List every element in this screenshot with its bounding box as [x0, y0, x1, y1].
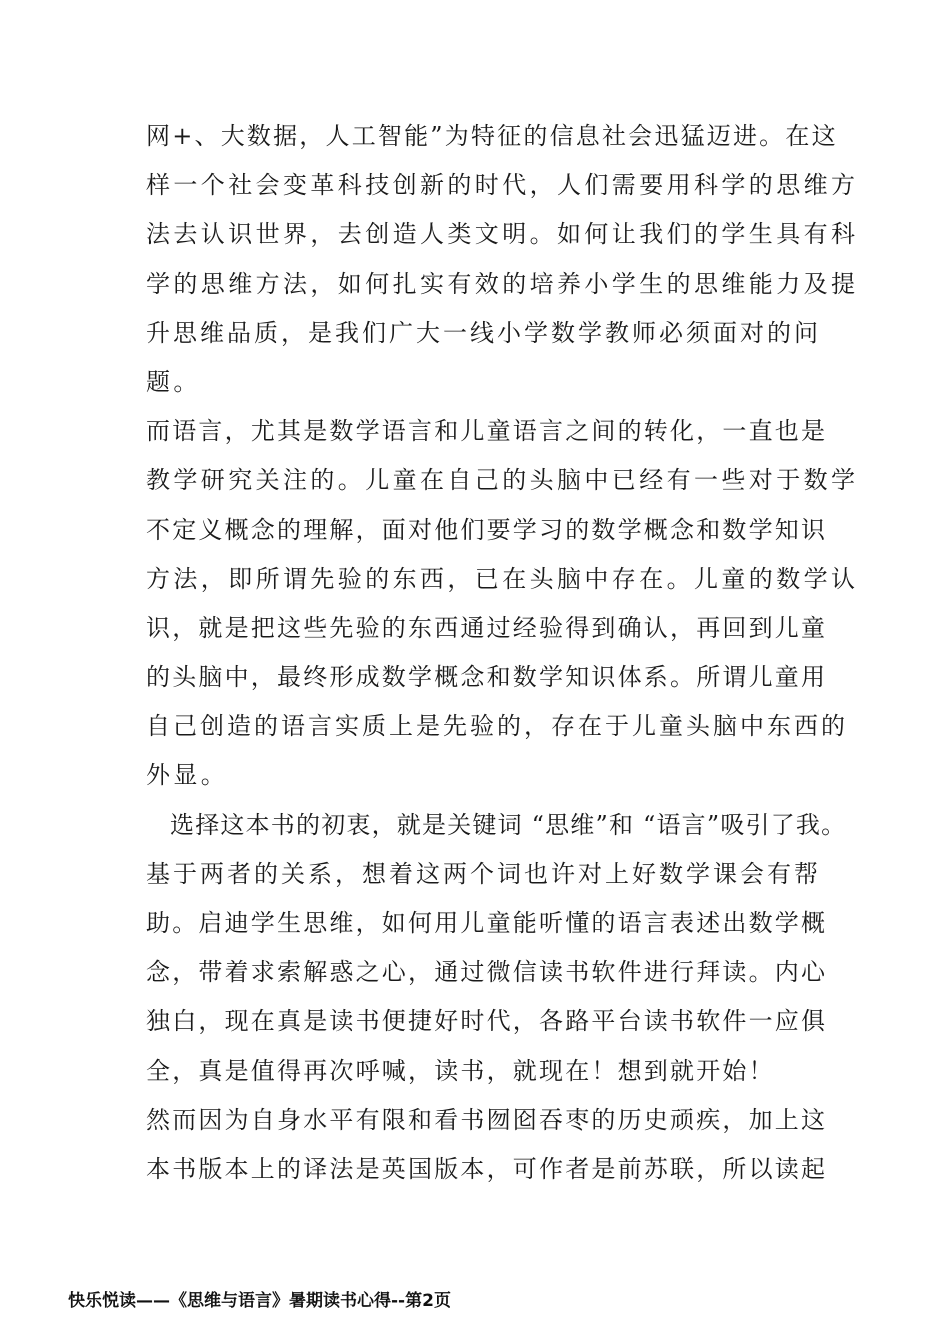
- text-line: 方法，即所谓先验的东西，已在头脑中存在。儿童的数学认: [146, 564, 859, 593]
- text-line: 学的思维方法，如何扎实有效的培养小学生的思维能力及提: [146, 269, 859, 298]
- page-footer: 快乐悦读——《思维与语言》暑期读书心得--第2页: [68, 1291, 451, 1311]
- text-line: 全，真是值得再次呼喊，读书，就现在！想到就开始！: [146, 1056, 775, 1085]
- text-line: 网+、大数据，人工智能”为特征的信息社会迅猛迈进。在这: [146, 122, 838, 150]
- text-line: 样一个社会变革科技创新的时代，人们需要用科学的思维方: [146, 171, 859, 200]
- text-line: 题。: [146, 367, 201, 396]
- text-line: 助。启迪学生思维，如何用儿童能听懂的语言表述出数学概: [146, 909, 828, 937]
- text-line: 升思维品质，是我们广大一线小学数学教师必须面对的问: [146, 318, 821, 347]
- text-line: 然而因为自身水平有限和看书囫囵吞枣的历史顽疾，加上这: [146, 1105, 828, 1134]
- text-line: 教学研究关注的。儿童在自己的头脑中已经有一些对于数学: [146, 466, 859, 495]
- text-line: 念，带着求索解惑之心，通过微信读书软件进行拜读。内心: [146, 958, 828, 987]
- body-text: [146, 112, 859, 1194]
- text-line: 而语言，尤其是数学语言和儿童语言之间的转化，一直也是: [146, 417, 828, 446]
- text-line: 基于两者的关系，想着这两个词也许对上好数学课会有帮: [146, 859, 821, 888]
- text-line: 外显。: [146, 761, 229, 790]
- text-line: 的头脑中，最终形成数学概念和数学知识体系。所谓儿童用: [146, 663, 828, 692]
- text-line: 选择这本书的初衷，就是关键词 “思维”和 “语言”吸引了我。: [170, 810, 847, 839]
- text-line: 法去认识世界，去创造人类文明。如何让我们的学生具有科: [146, 220, 859, 249]
- text-line: 识，就是把这些先验的东西通过经验得到确认，再回到儿童: [146, 613, 828, 642]
- text-line: 本书版本上的译法是英国版本，可作者是前苏联，所以读起: [146, 1154, 828, 1183]
- text-line: 不定义概念的理解，面对他们要学习的数学概念和数学知识: [146, 515, 828, 544]
- text-line: 独白，现在真是读书便捷好时代，各路平台读书软件一应俱: [146, 1007, 828, 1036]
- text-line: 自己创造的语言实质上是先验的，存在于儿童头脑中东西的: [146, 712, 848, 741]
